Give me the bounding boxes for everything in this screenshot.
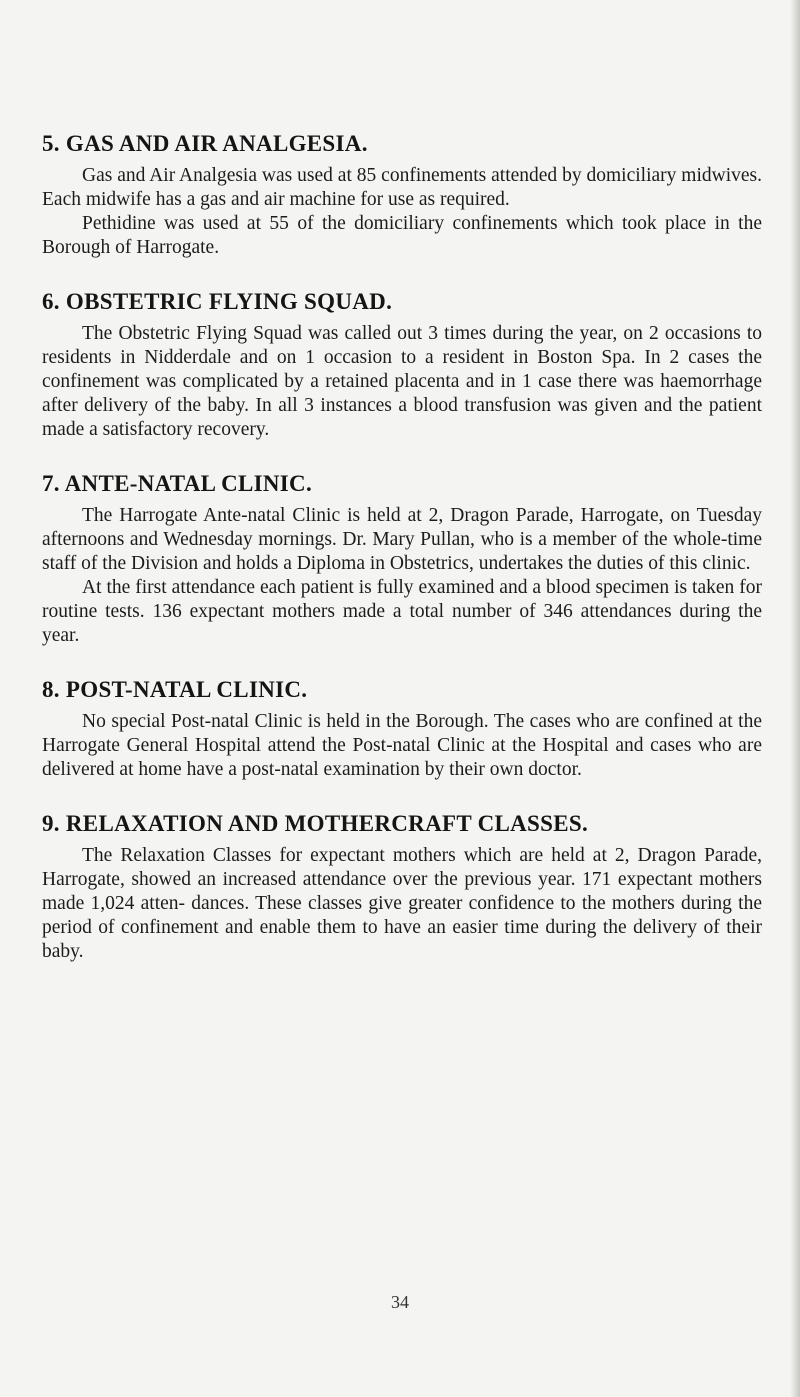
page-content xyxy=(42,130,762,992)
paragraph: The Relaxation Classes for expectant mothers which are held at 2, Dragon Parade, Harrogate, showed an increased attendance over the previous year. 171 expectant mothers made 1,024 atten- dances. These classes give greater confidence to the mothers during the period of confinement and enable them to have an easier time during the delivery of their baby. xyxy=(42,845,762,962)
section-relaxation-and-mothercraft-classes xyxy=(42,810,762,964)
paragraph: Pethidine was used at 55 of the domiciliary confinements which took place in the Borough of Harrogate. xyxy=(42,213,762,258)
paragraph: At the first attendance each patient is fully examined and a blood specimen is taken for routine tests. 136 expectant mothers made a total number of 346 attendances during the year. xyxy=(42,577,762,646)
section-heading: 8. POST-NATAL CLINIC. xyxy=(42,677,308,702)
section-gas-and-air-analgesia xyxy=(42,130,762,260)
section-heading: 7. ANTE-NATAL CLINIC. xyxy=(42,471,312,496)
page-number: 34 xyxy=(391,1292,409,1312)
section-ante-natal-clinic xyxy=(42,470,762,648)
paragraph: The Harrogate Ante-natal Clinic is held at 2, Dragon Parade, Harrogate, on Tuesday afternoons and Wednesday mornings. Dr. Mary Pullan, who is a member of the whole-time staff of the Division and holds a Diploma in Obstetrics, undertakes the duties of this clinic. xyxy=(42,505,762,574)
paragraph: Gas and Air Analgesia was used at 85 confinements attended by domiciliary midwives. Each midwife has a gas and air machine for use as required. xyxy=(42,165,762,210)
section-heading: 6. OBSTETRIC FLYING SQUAD. xyxy=(42,289,393,314)
paragraph: The Obstetric Flying Squad was called out 3 times during the year, on 2 occasions to residents in Nidderdale and on 1 occasion to a resident in Boston Spa. In 2 cases the confinement was complicated by a retained placenta and in 1 case there was haemorrhage after delivery of the baby. In all 3 instances a blood transfusion was given and the patient made a satisfactory recovery. xyxy=(42,323,762,440)
section-obstetric-flying-squad xyxy=(42,288,762,442)
section-heading: 5. GAS AND AIR ANALGESIA. xyxy=(42,131,368,156)
page-edge-shadow xyxy=(790,0,800,1397)
paragraph: No special Post-natal Clinic is held in the Borough. The cases who are confined at the Harrogate General Hospital attend the Post-natal Clinic at the Hospital and cases who are delivered at home have a post-natal examination by their own doctor. xyxy=(42,711,762,780)
section-post-natal-clinic xyxy=(42,676,762,782)
section-heading: 9. RELAXATION AND MOTHERCRAFT CLASSES. xyxy=(42,811,589,836)
